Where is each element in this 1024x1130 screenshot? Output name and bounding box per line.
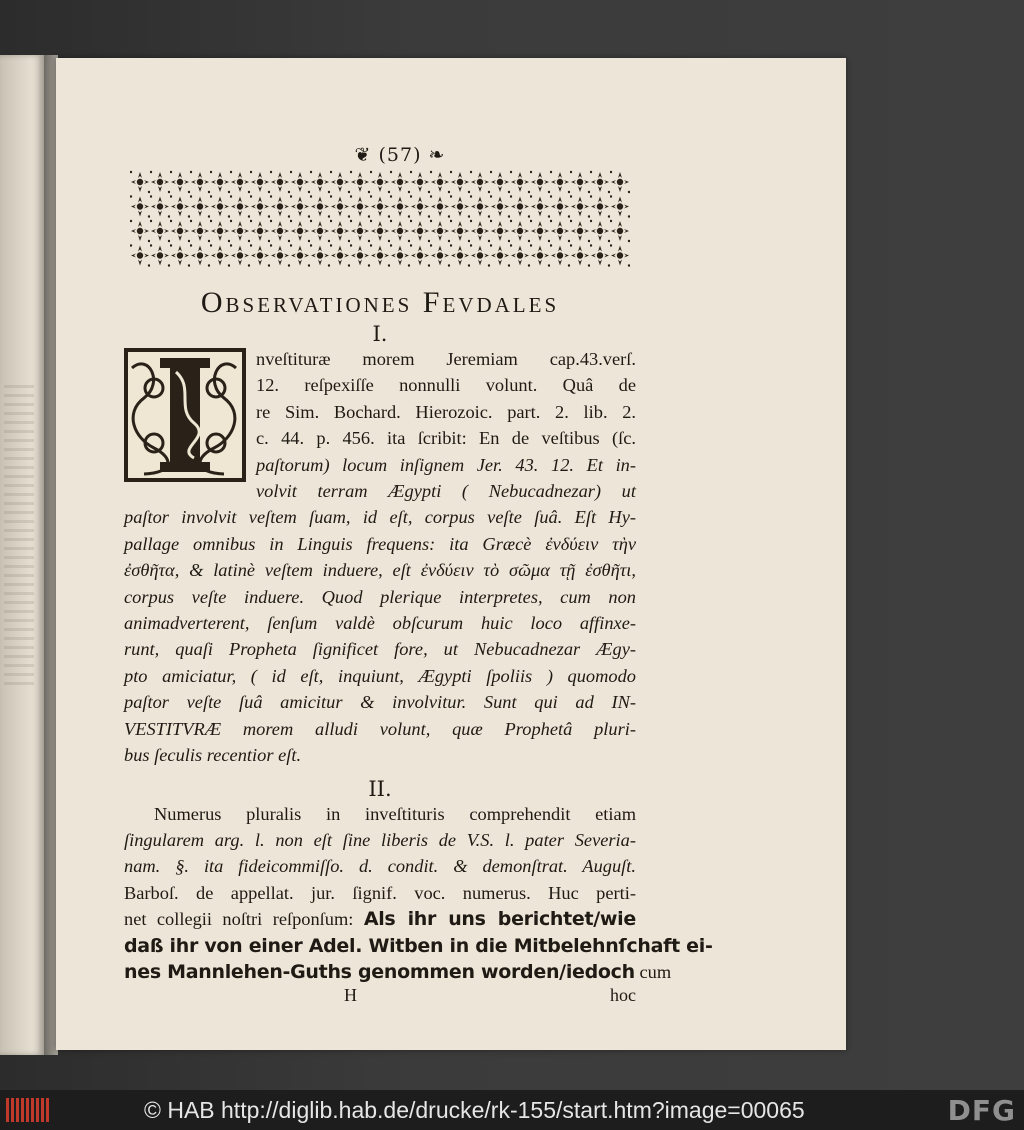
page-content [124,144,713,1006]
credit-text[interactable]: © HAB http://diglib.hab.de/drucke/rk-155/start.htm?image=00065 [144,1096,805,1123]
left-page-text-bleed [4,385,34,685]
page-number-header [164,144,636,170]
section-2-text [124,801,713,986]
ornament-right-icon: ❧ [428,144,446,166]
text-line: Barboſ. de appellat. jur. ſignif. voc. numerus. Huc perti- [124,882,636,903]
text-line: nveſtituræ morem Jeremiam cap.43.verſ. [256,349,636,369]
text-line [124,906,636,932]
text-line: ἐσθῆτα, & latinè veſtem induere, eſt ἐνδύειν τὸ σῶμα τῇ ἐσθῆτι, [124,560,636,581]
text-line: runt, quaſi Propheta ſignificet fore, ut Nebucadnezar Ægy- [124,639,636,660]
text-line: paſtorum) locum inſignem Jer. 43. 12. Et in- [256,454,636,475]
text-line: Numerus pluralis in inveſtituris comprehendit etiam [154,803,636,824]
blackletter-line: daß ihr von einer Adel. Witben in die Mitbelehnſchaft ei- [124,934,713,957]
blackletter-text: nes Mannlehen-Guths genommen worden/iedoch [124,960,635,983]
text-fragment: net collegii noſtri reſponſum: [124,909,354,930]
text-line: re Sim. Bochard. Hierozoic. part. 2. lib. 2. [256,401,636,422]
text-line: ſingularem arg. l. non eſt ſine liberis de V.S. l. pater Severia- [124,829,636,850]
left-facing-page [0,55,44,1055]
section-numeral-1: I. [372,322,388,346]
text-line: corpus veſte induere. Quod plerique interpretes, cum non [124,586,636,607]
hab-logo-icon [4,1094,50,1126]
text-fragment: cum [639,961,672,982]
blackletter-text: Als ihr uns berichtet/wie [363,908,636,931]
text-line: nam. §. ita fideicommiſſo. d. condit. & demonſtrat. Auguſt. [124,856,636,877]
decorated-initial-I-icon [124,348,246,482]
ornament-left-icon: ❦ [354,144,372,166]
text-line: volvit terram Ægypti ( Nebucadnezar) ut [256,481,636,502]
dfg-logo-icon: DFG [947,1094,1016,1127]
text-line: paſtor involvit veſtem ſuam, id eſt, corpus veſte ſuâ. Eſt Hy- [124,507,636,528]
text-line [124,959,672,985]
text-line: pallage omnibus in Linguis frequens: ita Græcè ἐνδύειν τὴν [124,533,636,554]
text-line: paſtor veſte ſuâ amicitur & involvitur. Sunt qui ad IN- [124,692,636,713]
text-line: animadverterent, ſenſum valdè obſcurum huic loco affinxe- [124,613,636,634]
text-line: c. 44. p. 456. ita ſcribit: En de veſtibus (ſc. [256,428,636,449]
section-numeral-2: II. [368,776,392,801]
section-1-text [124,346,636,769]
page-number: (57) [378,144,422,166]
ornament-band [130,170,630,268]
signature-mark: H [344,985,357,1006]
page-footer [124,985,636,1006]
page-title: Observationes Fevdales [200,286,560,319]
text-line: bus ſeculis recentior eſt. [124,745,302,766]
text-line: 12. reſpexiſſe nonnulli volunt. Quâ de [256,375,636,396]
credit-bar [0,1090,1024,1130]
scanned-page [56,58,846,1050]
catchword: hoc [610,985,636,1006]
text-line: VESTITVRÆ morem alludi volunt, quæ Prophetâ pluri- [124,718,636,739]
text-line: pto amiciatur, ( id eſt, inquiunt, Ægypti ſpoliis ) quomodo [124,665,636,686]
